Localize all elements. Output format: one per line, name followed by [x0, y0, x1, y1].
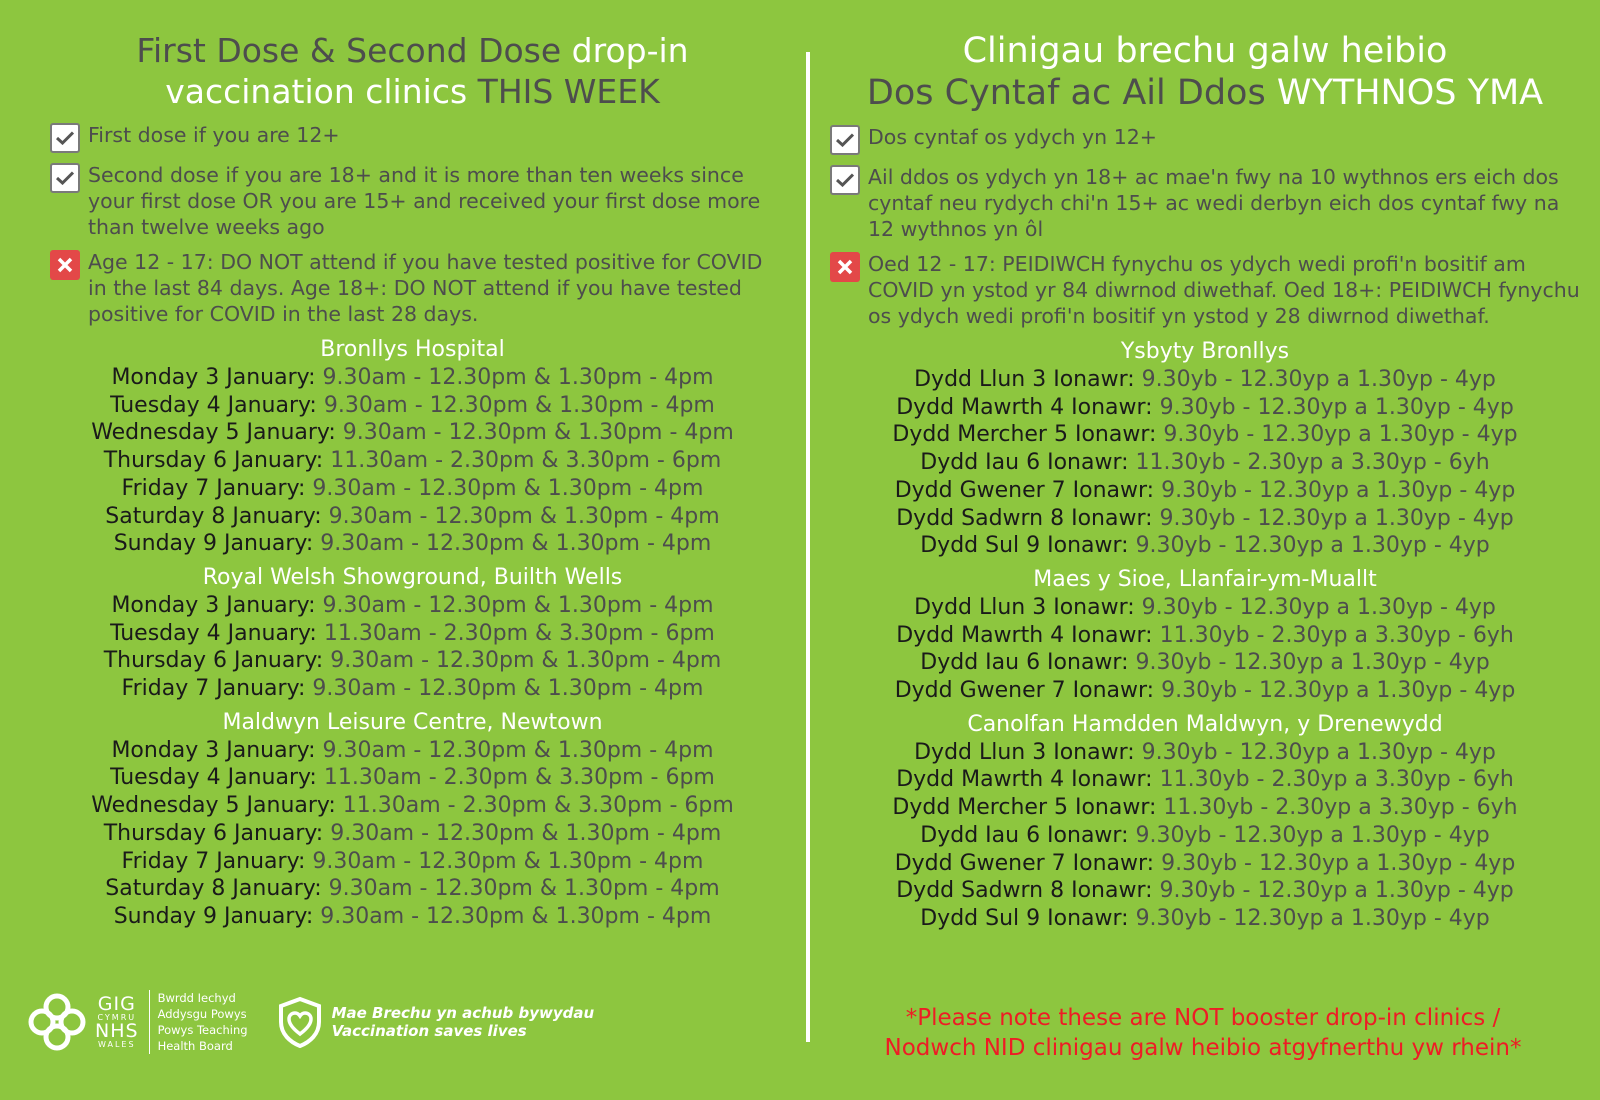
venue-section [830, 566, 1580, 705]
nhs-text: NHS [95, 1020, 139, 1042]
title-white-part: WYTHNOS YMA [1276, 73, 1544, 113]
schedule-row [50, 419, 775, 447]
schedule-row [830, 532, 1580, 560]
schedule-day: Tuesday 4 January: [110, 765, 317, 791]
schedule-day: Dydd Iau 6 Ionawr: [920, 650, 1129, 676]
schedule-time: 9.30am - 12.30pm & 1.30pm - 4pm [330, 648, 722, 674]
welsh-title [830, 30, 1580, 114]
schedule-day: Dydd Mawrth 4 Ionawr: [896, 767, 1153, 793]
note-line: *Please note these are NOT booster drop-in clinics / [905, 1005, 1501, 1031]
gig-text: GIG [97, 993, 136, 1015]
schedule-row [830, 505, 1580, 533]
slogan-welsh: Mae Brechu yn achub bywydau [331, 1004, 595, 1022]
venue-name: Royal Welsh Showground, Builth Wells [202, 564, 623, 590]
schedule-day: Monday 3 January: [111, 592, 316, 618]
eligibility-text: First dose if you are 12+ [88, 123, 340, 147]
schedule-time: 9.30yb - 12.30yp a 1.30yp - 4yp [1135, 905, 1490, 931]
board-text: Addysgu Powys [157, 1007, 247, 1021]
schedule-row [50, 592, 775, 620]
schedule-time: 9.30am - 12.30pm & 1.30pm - 4pm [342, 420, 734, 446]
welsh-column [830, 30, 1580, 933]
check-icon [830, 165, 860, 195]
schedule-row [50, 392, 775, 420]
schedule-time: 9.30yb - 12.30yp a 1.30yp - 4yp [1159, 878, 1514, 904]
heart-shield-icon [276, 996, 324, 1048]
schedule-day: Dydd Mercher 5 Ionawr: [892, 795, 1157, 821]
gig-cymru-wordmark [95, 995, 139, 1049]
schedule-time: 9.30yb - 12.30yp a 1.30yp - 4yp [1161, 678, 1516, 704]
schedule-time: 11.30yb - 2.30yp a 3.30yp - 6yh [1135, 450, 1490, 476]
schedule-day: Wednesday 5 January: [91, 793, 336, 819]
schedule-row [50, 764, 775, 792]
schedule-time: 9.30am - 12.30pm & 1.30pm - 4pm [320, 531, 712, 557]
english-column [50, 30, 775, 931]
venue-section [830, 338, 1580, 560]
schedule-time: 9.30am - 12.30pm & 1.30pm - 4pm [312, 475, 704, 501]
schedule-day: Dydd Sadwrn 8 Ionawr: [896, 505, 1153, 531]
schedule-row [830, 877, 1580, 905]
schedule-day: Tuesday 4 January: [110, 620, 317, 646]
schedule-day: Friday 7 January: [121, 848, 306, 874]
schedule-time: 9.30yb - 12.30yp a 1.30yp - 4yp [1161, 850, 1516, 876]
venue-section [50, 336, 775, 558]
schedule-day: Sunday 9 January: [113, 531, 314, 557]
schedule-time: 9.30am - 12.30pm & 1.30pm - 4pm [322, 592, 714, 618]
venue-section [50, 564, 775, 703]
schedule-time: 9.30am - 12.30pm & 1.30pm - 4pm [330, 820, 722, 846]
schedule-time: 9.30yb - 12.30yp a 1.30yp - 4yp [1135, 822, 1490, 848]
schedule-time: 9.30yb - 12.30yp a 1.30yp - 4yp [1159, 394, 1514, 420]
schedule-row [50, 675, 775, 703]
schedule-day: Thursday 6 January: [103, 448, 324, 474]
eligibility-text: Ail ddos os ydych yn 18+ ac mae'n fwy na 10 wythnos ers eich dos cyntaf neu rydych chi'n 15+ ac wedi derbyn eich dos cyntaf fwy na 12 wythnos yn ôl [868, 165, 1560, 241]
schedule-time: 11.30yb - 2.30yp a 3.30yp - 6yh [1159, 767, 1514, 793]
board-text: Bwrdd Iechyd [157, 991, 236, 1005]
schedule-row [830, 622, 1580, 650]
schedule-day: Dydd Gwener 7 Ionawr: [894, 678, 1155, 704]
venue-section [50, 709, 775, 931]
schedule-time: 9.30am - 12.30pm & 1.30pm - 4pm [328, 876, 720, 902]
schedule-row [830, 905, 1580, 933]
schedule-row [830, 594, 1580, 622]
cross-icon [50, 250, 80, 280]
schedule-time: 9.30am - 12.30pm & 1.30pm - 4pm [323, 392, 715, 418]
schedule-row [830, 366, 1580, 394]
schedule-day: Friday 7 January: [121, 676, 306, 702]
board-text: Health Board [157, 1039, 233, 1053]
slogan-english: Vaccination saves lives [331, 1022, 527, 1040]
schedule-day: Dydd Iau 6 Ionawr: [920, 822, 1129, 848]
schedule-row [50, 647, 775, 675]
check-icon [830, 125, 860, 155]
schedule-time: 9.30yb - 12.30yp a 1.30yp - 4yp [1161, 477, 1516, 503]
column-divider [806, 52, 810, 1042]
schedule-row [830, 739, 1580, 767]
schedule-day: Dydd Llun 3 Ionawr: [914, 594, 1135, 620]
eligibility-text: Dos cyntaf os ydych yn 12+ [868, 125, 1157, 149]
schedule-day: Thursday 6 January: [103, 820, 324, 846]
wales-text: WALES [98, 1040, 136, 1049]
schedule-row [50, 364, 775, 392]
english-title [50, 30, 775, 112]
check-icon [50, 123, 80, 153]
title-grey-part: First Dose & Second Dose [136, 31, 562, 70]
schedule-row [830, 677, 1580, 705]
vaccination-logo [276, 996, 595, 1048]
check-icon [50, 163, 80, 193]
schedule-row [830, 649, 1580, 677]
schedule-row [50, 792, 775, 820]
warning-item [830, 251, 1580, 329]
booster-note [818, 1003, 1588, 1063]
schedule-row [830, 421, 1580, 449]
schedule-day: Dydd Llun 3 Ionawr: [914, 739, 1135, 765]
schedule-row [830, 449, 1580, 477]
schedule-time: 11.30am - 2.30pm & 3.30pm - 6pm [342, 793, 734, 819]
title-white-part: drop-in [571, 31, 689, 70]
venue-name: Ysbyty Bronllys [1120, 339, 1290, 364]
schedule-day: Wednesday 5 January: [91, 420, 336, 446]
schedule-day: Dydd Mawrth 4 Ionawr: [896, 622, 1153, 648]
schedule-row [50, 503, 775, 531]
schedule-row [50, 737, 775, 765]
cymru-text: CYMRU [97, 1013, 137, 1022]
schedule-day: Monday 3 January: [111, 737, 316, 763]
schedule-time: 11.30yb - 2.30yp a 3.30yp - 6yh [1163, 795, 1518, 821]
eligibility-item [830, 164, 1580, 242]
schedule-time: 9.30am - 12.30pm & 1.30pm - 4pm [312, 676, 704, 702]
schedule-time: 9.30am - 12.30pm & 1.30pm - 4pm [322, 737, 714, 763]
schedule-time: 11.30am - 2.30pm & 3.30pm - 6pm [323, 620, 715, 646]
eligibility-list [50, 122, 775, 327]
schedule-row [50, 875, 775, 903]
schedule-row [830, 850, 1580, 878]
warning-text: Oed 12 - 17: PEIDIWCH fynychu os ydych wedi profi'n bositif am COVID yn ystod yr 84 diwrnod diwethaf. Oed 18+: PEIDIWCH fynychu os ydych wedi profi'n bositif yn ystod y 28 diwrnod diwethaf. [868, 252, 1580, 328]
schedule-day: Dydd Sul 9 Ionawr: [920, 905, 1129, 931]
schedule-time: 11.30yb - 2.30yp a 3.30yp - 6yh [1159, 622, 1514, 648]
schedule-time: 9.30yb - 12.30yp a 1.30yp - 4yp [1135, 533, 1490, 559]
schedule-row [50, 903, 775, 931]
schedule-time: 9.30yb - 12.30yp a 1.30yp - 4yp [1163, 422, 1518, 448]
board-text: Powys Teaching [157, 1023, 248, 1037]
schedule-time: 9.30yb - 12.30yp a 1.30yp - 4yp [1141, 594, 1496, 620]
schedule-day: Thursday 6 January: [103, 648, 324, 674]
title-white-part: vaccination clinics [165, 72, 468, 111]
schedule-row [50, 475, 775, 503]
schedule-day: Dydd Iau 6 Ionawr: [920, 450, 1129, 476]
eligibility-item [50, 162, 775, 240]
celtic-knot-icon [25, 990, 89, 1054]
footer-logos [25, 990, 594, 1054]
schedule-time: 9.30yb - 12.30yp a 1.30yp - 4yp [1135, 650, 1490, 676]
schedule-row [830, 477, 1580, 505]
title-grey-part: THIS WEEK [477, 72, 660, 111]
title-white-part: Clinigau brechu galw heibio [962, 31, 1448, 71]
schedule-day: Dydd Mercher 5 Ionawr: [892, 422, 1157, 448]
schedule-time: 9.30am - 12.30pm & 1.30pm - 4pm [312, 848, 704, 874]
schedule-time: 9.30yb - 12.30yp a 1.30yp - 4yp [1159, 505, 1514, 531]
schedule-row [830, 394, 1580, 422]
schedule-row [830, 766, 1580, 794]
schedule-time: 9.30am - 12.30pm & 1.30pm - 4pm [320, 903, 712, 929]
schedule-row [50, 820, 775, 848]
venue-name: Canolfan Hamdden Maldwyn, y Drenewydd [967, 711, 1443, 737]
title-grey-part: Dos Cyntaf ac Ail Ddos [866, 73, 1266, 113]
schedule-time: 11.30am - 2.30pm & 3.30pm - 6pm [323, 765, 715, 791]
schedule-day: Dydd Gwener 7 Ionawr: [894, 850, 1155, 876]
schedule-day: Friday 7 January: [121, 475, 306, 501]
venue-section [830, 711, 1580, 933]
schedule-day: Dydd Mawrth 4 Ionawr: [896, 394, 1153, 420]
eligibility-item [50, 122, 775, 153]
schedule-row [50, 620, 775, 648]
schedule-row [50, 848, 775, 876]
schedule-time: 9.30yb - 12.30yp a 1.30yp - 4yp [1141, 739, 1496, 765]
schedule-time: 9.30am - 12.30pm & 1.30pm - 4pm [322, 365, 714, 390]
eligibility-text: Second dose if you are 18+ and it is more than ten weeks since your first dose OR you are 15+ and received your first dose more than twelve weeks ago [88, 163, 761, 239]
health-board-name [149, 990, 248, 1054]
venue-name: Maes y Sioe, Llanfair-ym-Muallt [1033, 566, 1377, 592]
schedule-day: Saturday 8 January: [105, 503, 322, 529]
schedule-time: 9.30am - 12.30pm & 1.30pm - 4pm [328, 503, 720, 529]
schedule-day: Monday 3 January: [111, 365, 316, 390]
warning-item [50, 249, 775, 327]
schedule-day: Dydd Gwener 7 Ionawr: [894, 477, 1155, 503]
schedule-row [50, 447, 775, 475]
warning-text: Age 12 - 17: DO NOT attend if you have tested positive for COVID in the last 84 days. Age 18+: DO NOT attend if you have tested positive for COVID in the last 28 days. [88, 250, 763, 326]
eligibility-item [830, 124, 1580, 155]
schedule-row [830, 822, 1580, 850]
venue-name: Bronllys Hospital [320, 337, 505, 362]
schedule-time: 11.30am - 2.30pm & 3.30pm - 6pm [330, 448, 722, 474]
schedule-row [830, 794, 1580, 822]
schedule-day: Sunday 9 January: [113, 903, 314, 929]
schedule-day: Dydd Sadwrn 8 Ionawr: [896, 878, 1153, 904]
schedule-day: Tuesday 4 January: [110, 392, 317, 418]
eligibility-list [830, 124, 1580, 329]
vaccination-slogan [332, 1004, 595, 1040]
schedule-day: Dydd Llun 3 Ionawr: [914, 367, 1135, 392]
venue-name: Maldwyn Leisure Centre, Newtown [222, 709, 603, 735]
schedule-row [50, 530, 775, 558]
cross-icon [830, 252, 860, 282]
schedule-day: Dydd Sul 9 Ionawr: [920, 533, 1129, 559]
schedule-time: 9.30yb - 12.30yp a 1.30yp - 4yp [1141, 367, 1496, 392]
schedule-day: Saturday 8 January: [105, 876, 322, 902]
note-line: Nodwch NID clinigau galw heibio atgyfnerthu yw rhein* [884, 1035, 1522, 1061]
nhs-wales-logo [25, 990, 248, 1054]
